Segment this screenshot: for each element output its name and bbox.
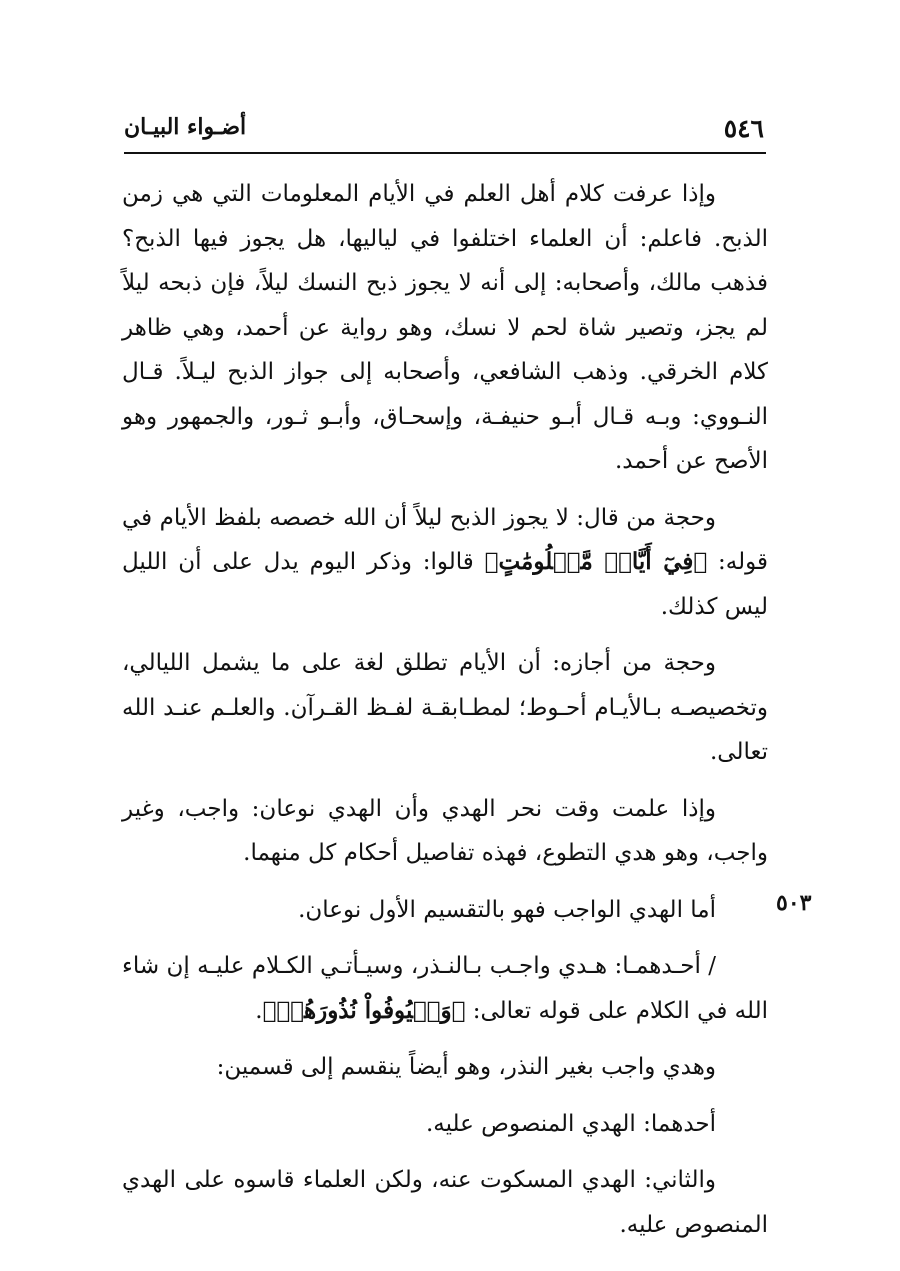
paragraph-text: وحجة من قال: لا يجوز الذبح ليلاً أن الله خصصه بلفظ الأيام في قوله:	[122, 504, 768, 575]
paragraph-first-category: أحدهما: الهدي المنصوص عليه.	[425, 1110, 716, 1137]
running-head	[124, 112, 764, 152]
paragraph-night-slaughter-opinions: وإذا عرفت كلام أهل العلم في الأيام المعلومات التي هي زمن الذبح. فاعلم: أن العلماء اختلفوا في لياليها، هل يجوز فيها الذبح؟ فذهب مالك، وأصحابه: إلى أنه لا يجوز ذبح النسك ليلاً، فإن ذبحه ليلاً لم يجز، وتصير شاة لحم لا نسك، وهو رواية عن أحمد، وهي ظاهر كلام الخرقي. وذهب الشافعي، وأصحابه إلى جواز الذبح ليـلاً. قـال النـووي: وبـه قـال أبـو حنيفـة، وإسحـاق، وأبـو ثـور، والجمهور وهو الأصح عن أحمد.	[122, 181, 768, 474]
header-rule	[124, 152, 766, 154]
paragraph-text: / أحـدهمـا: هـدي واجـب بـالنـذر، وسيـأتـي الكـلام عليـه إن شاء الله في الكلام على قوله تعالى:	[122, 953, 768, 1024]
paragraph-text: .	[255, 997, 263, 1024]
paragraph-obligatory-hady: أما الهدي الواجب فهو بالتقسيم الأول نوعان.	[298, 896, 716, 923]
paragraph-vow-hady	[122, 944, 768, 1033]
quran-verse: ﴿وَلۡيُوفُواْ نُذُورَهُمۡ﴾	[262, 996, 466, 1024]
quran-verse: ﴿فِيٓ أَيَّامٖ مَّعۡلُومَٰتٍ﴾	[484, 548, 708, 575]
paragraph-evidence-against	[122, 496, 768, 630]
paragraph-hady-types: وإذا علمت وقت نحر الهدي وأن الهدي نوعان: واجب، وغير واجب، وهو هدي التطوع، فهذه تفاصيل أحكام كل منهما.	[122, 795, 768, 866]
paragraph-second-category: والثاني: الهدي المسكوت عنه، ولكن العلماء قاسوه على الهدي المنصوص عليه.	[122, 1167, 768, 1238]
paragraph-text: قالوا: وذكر اليوم يدل على أن الليل ليس كذلك.	[122, 549, 768, 620]
book-title: أضـواء البيـان	[124, 114, 247, 140]
page-number: ٥٤٦	[723, 114, 764, 143]
body-text	[122, 172, 768, 1259]
paragraph-evidence-for: وحجة من أجازه: أن الأيام تطلق لغة على ما يشمل الليالي، وتخصيصـه بـالأيـام أحـوط؛ لمطـابقـة لفـظ القـرآن. والعلـم عنـد الله تعالى.	[122, 650, 768, 765]
paragraph-non-vow-hady: وهدي واجب بغير النذر، وهو أيضاً ينقسم إلى قسمين:	[216, 1054, 716, 1080]
margin-page-reference: ٥٠٣	[776, 890, 812, 916]
